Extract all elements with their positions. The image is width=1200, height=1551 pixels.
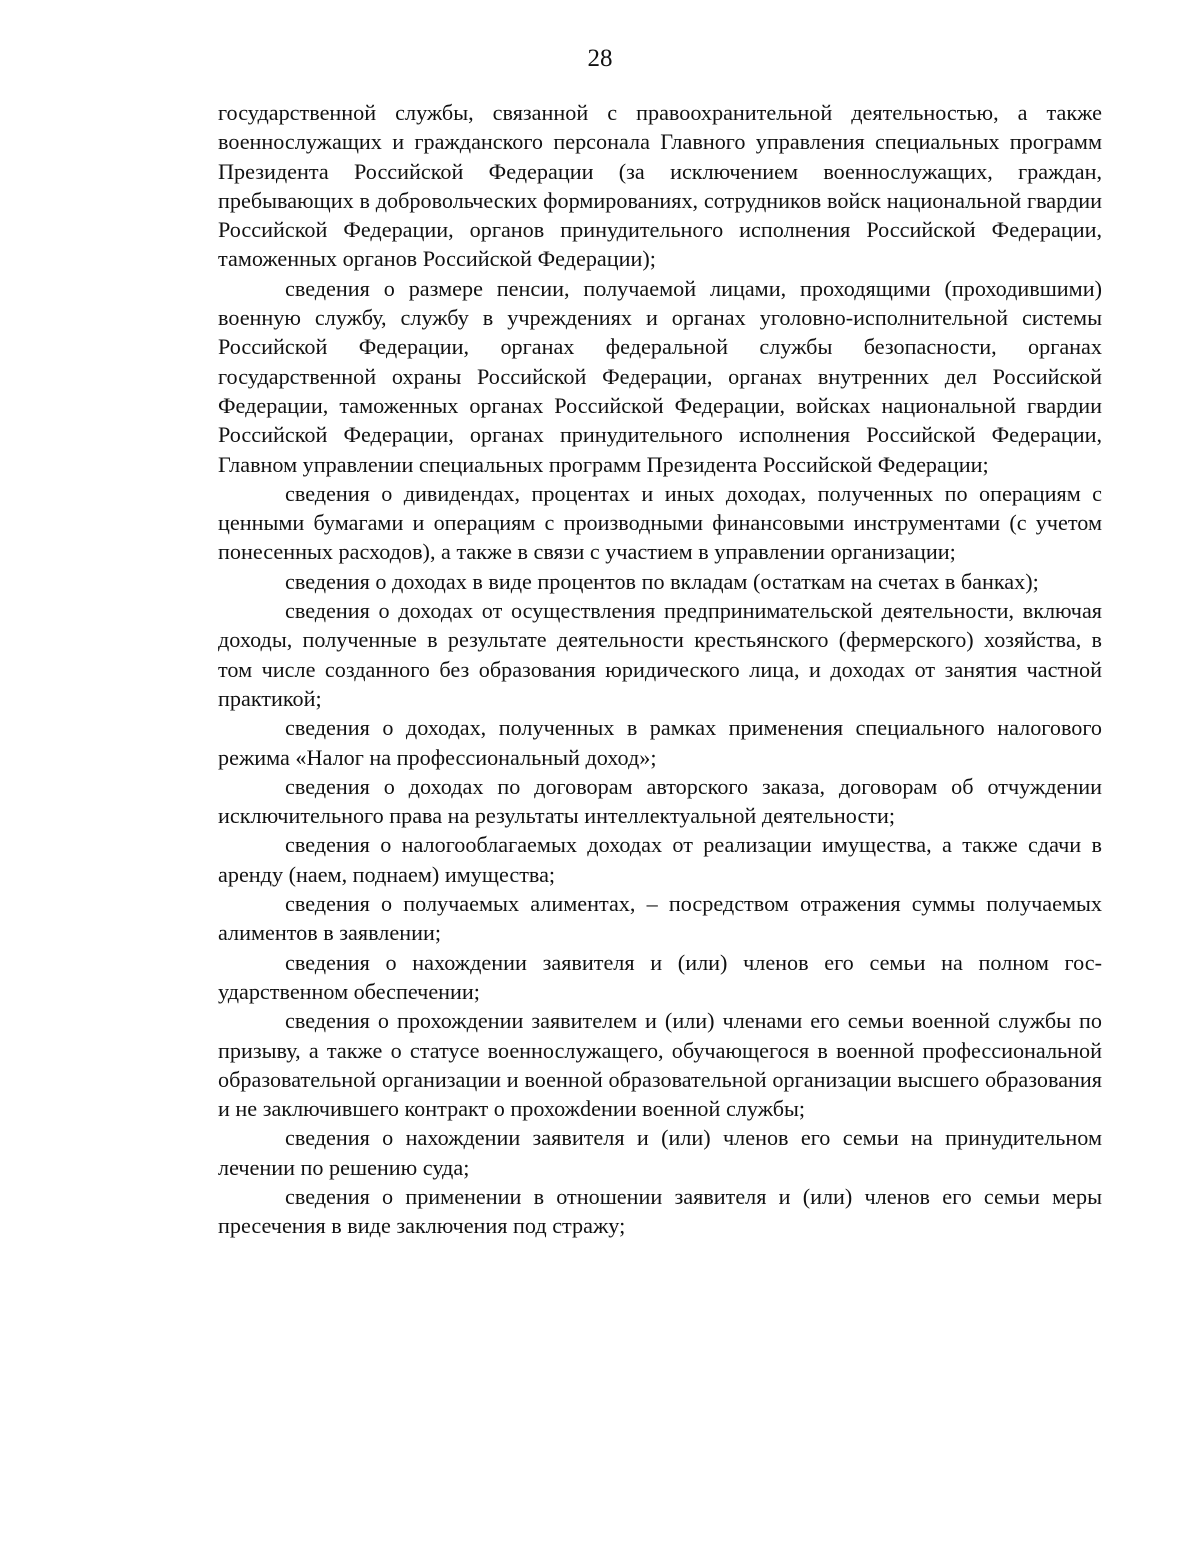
paragraph-state-support: сведения о нахождении заявителя и (или) членов его семьи на полном государственном обеспечении; [218,949,1102,1004]
paragraph-dividends: сведения о дивидендах, процентах и иных доходах, полученных по операциям с ценными бумагами и операциям с производными финансовыми инструментами (с учетом понесенных расходов), а также в связи с участием в управлении организации; [218,480,1102,565]
paragraph-copyright: сведения о доходах по договорам авторского заказа, договорам об отчуждении исключительного права на результаты интеллектуальной деятельности; [218,773,1102,829]
document-body [218,98,1102,1241]
paragraph-military-service: сведения о прохождении заявителем и (или) членами его семьи военной службы по призыву, а также о статусе военнослужащего, обучающегося в военной профессиональной образовательной организации и военной образовательной организации высшего образования и не заключившего контракт о прохожdении военной службы; [218,1008,1102,1122]
paragraph-property: сведения о налогооблагаемых доходах от реализации имущества, а также сдачи в аренду (наем, поднаем) имущества; [218,832,1102,887]
paragraph-compulsory-treatment: сведения о нахождении заявителя и (или) членов его семьи на принудительном лечении по решению суда; [218,1125,1102,1180]
paragraph-deposits: сведения о доходах в виде процентов по вкладам (остаткам на счетах в банках); [285,568,1039,594]
paragraph-pension: сведения о размере пенсии, получаемой лицами, проходящими (проходившими) военную службу, службу в учреждениях и органах уголовно-исполнительной системы Российской Федерации, органах федеральной службы безопасности, органах государственной охраны Российской Федерации, органах внутренних дел Российской Федерации, таможенных органах Российской Федерации, войсках национальной гвардии Российской Федерации, органах принудительного исполнения Российской Федерации, Главном управлении специальных программ Президента Российской Федерации; [218,275,1102,477]
paragraph-professional-tax: сведения о доходах, полученных в рамках применения специального налогового режима «Налог на профессиональный доход»; [218,715,1102,770]
paragraph-continuation: государственной службы, связанной с правоохранительной деятельностью, а также военнослужащих и гражданского персонала Главного управления специальных программ Президента Российской Федерации (за исключением военнослужащих, граждан, пребывающих в добровольческих формированиях, сотрудников войск национальной гвардии Российской Федерации, органов принудительного исполнения Российской Федерации, таможенных органов Российской Федерации); [218,100,1102,272]
paragraph-custody: сведения о применении в отношении заявителя и (или) членов его семьи меры пресечения в виде заключения под стражу; [218,1183,1102,1239]
paragraph-business: сведения о доходах от осуществления предпринимательской деятельности, включая доходы, полученные в результате деятельности крестьянского (фермерского) хозяйства, в том числе созданного без образования юридического лица, и доходах от занятия частной практикой; [218,598,1102,711]
page-number: 28 [587,45,613,72]
paragraph-alimony: сведения о получаемых алиментах, – посредством отражения суммы получаемых алиментов в заявлении; [218,891,1102,946]
